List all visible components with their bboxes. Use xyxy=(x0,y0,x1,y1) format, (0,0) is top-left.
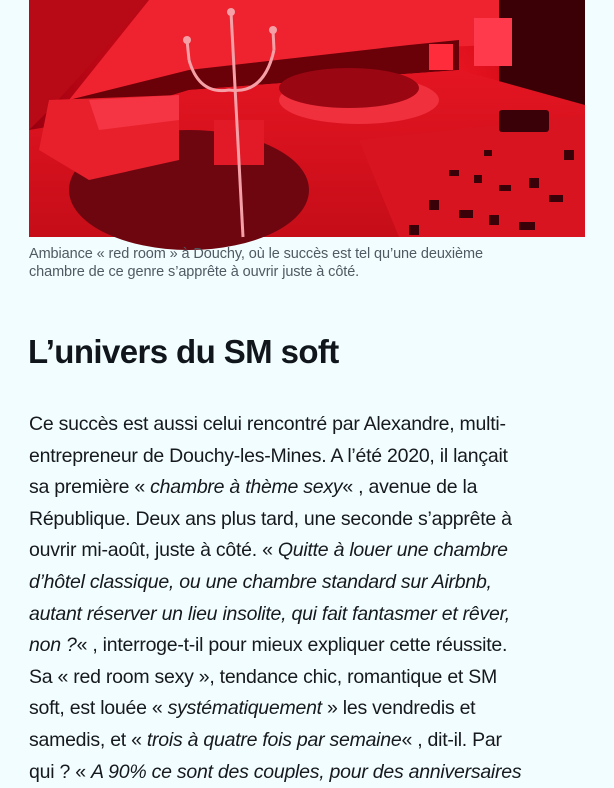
quote-italic: chambre à thème sexy xyxy=(150,476,343,499)
paragraph-line xyxy=(29,630,589,662)
text: ouvrir mi-août, juste à côté. « xyxy=(29,539,278,562)
paragraph-line xyxy=(29,567,589,599)
paragraph-line xyxy=(29,409,589,441)
photo-caption xyxy=(29,245,569,281)
text: Ce succès est aussi celui rencontré par Alexandre, multi- xyxy=(29,413,506,435)
paragraph-line xyxy=(29,441,589,473)
quote-italic: non ? xyxy=(29,634,77,657)
caption-line-2: chambre de ce genre s’apprête à ouvrir juste à côté. xyxy=(29,264,360,280)
section-heading: L’univers du SM soft xyxy=(28,333,339,370)
text: » les vendredis et xyxy=(321,697,476,720)
quote-italic: systématiquement xyxy=(167,697,322,720)
quote-italic: Quitte à louer une chambre xyxy=(277,539,508,562)
quote-italic: d’hôtel classique, ou une chambre standard sur Airbnb, xyxy=(29,570,492,593)
article-paragraph xyxy=(29,409,589,788)
text: soft, est louée « xyxy=(29,697,168,720)
text: entrepreneur de Douchy-les-Mines. A l’été 2020, il lançait xyxy=(29,444,508,467)
paragraph-line xyxy=(29,535,589,567)
paragraph-line xyxy=(29,693,589,725)
text: qui ? « xyxy=(29,760,91,783)
paragraph-line xyxy=(29,725,589,757)
text: sa première « xyxy=(29,476,151,499)
paragraph-line xyxy=(29,472,589,504)
paragraph-line xyxy=(29,599,589,631)
text: « , dit-il. Par xyxy=(401,728,502,751)
text: samedis, et « xyxy=(29,728,147,751)
quote-italic: A 90% ce sont des couples, pour des anniversaires xyxy=(90,760,522,783)
paragraph-line xyxy=(29,662,589,694)
text: Sa « red room sexy », tendance chic, romantique et SM xyxy=(29,665,497,688)
paragraph-line xyxy=(29,504,589,536)
text: « , avenue de la xyxy=(342,476,478,499)
quote-italic: trois à quatre fois par semaine xyxy=(146,728,402,751)
paragraph-line xyxy=(29,757,589,788)
text: République. Deux ans plus tard, une seconde s’apprête à xyxy=(29,507,512,530)
caption-line-1: Ambiance « red room » à Douchy, où le succès est tel qu’une deuxième xyxy=(29,246,483,262)
text: « , interroge-t-il pour mieux expliquer cette réussite. xyxy=(76,634,508,657)
article-photo xyxy=(29,0,585,237)
red-room-illustration xyxy=(29,0,585,237)
quote-italic: autant réserver un lieu insolite, qui fait fantasmer et rêver, xyxy=(29,602,510,625)
